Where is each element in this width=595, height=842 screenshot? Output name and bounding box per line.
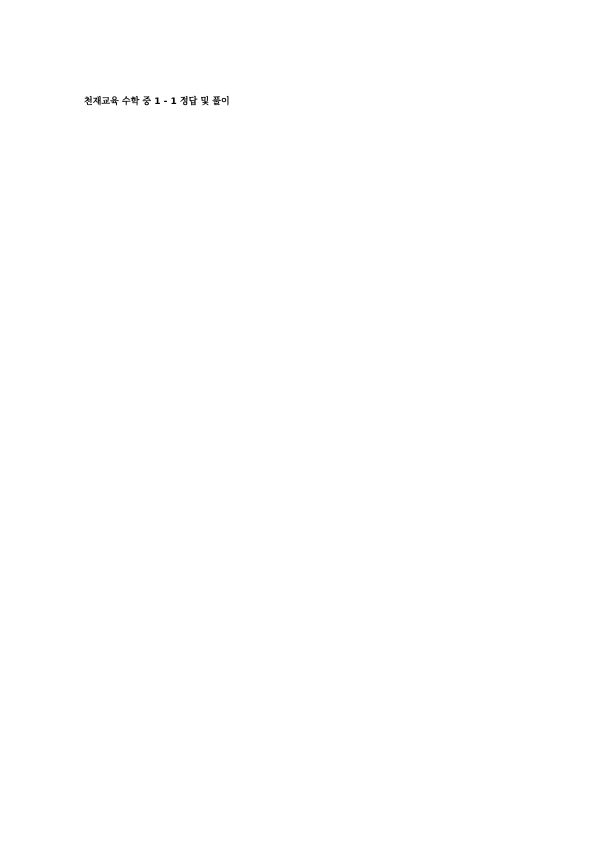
document-body bbox=[84, 96, 510, 114]
document-title: 천재교육 수학 중 1 - 1 정답 및 풀이 bbox=[84, 97, 230, 107]
